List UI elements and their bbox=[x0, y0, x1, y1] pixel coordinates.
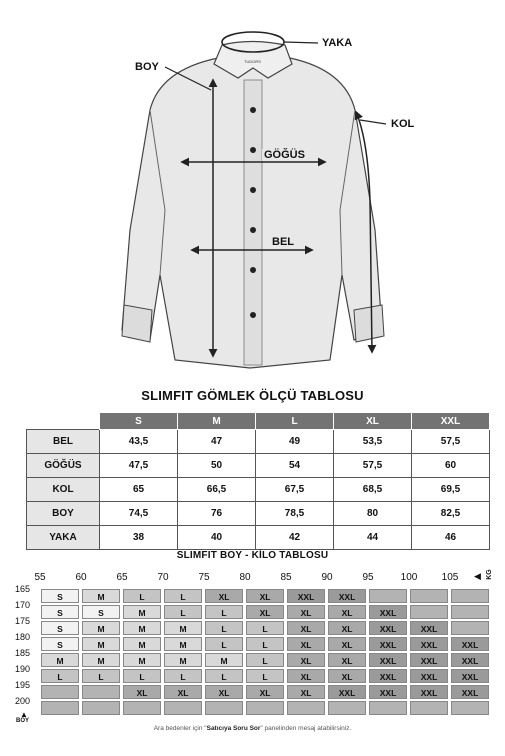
table-cell: 66,5 bbox=[178, 478, 256, 502]
footer-post: " panelinden mesaj atabilirsiniz. bbox=[260, 725, 352, 732]
kg-label: KG bbox=[485, 569, 493, 580]
table-cell: 67,5 bbox=[256, 478, 334, 502]
grid-cell: S bbox=[41, 637, 79, 651]
corner-cell bbox=[27, 413, 100, 430]
grid-cell: M bbox=[123, 621, 161, 635]
grid-cell: M bbox=[82, 589, 120, 603]
weight-label: 75 bbox=[198, 572, 210, 583]
weight-label: 105 bbox=[441, 572, 459, 583]
left-cuff bbox=[122, 305, 152, 342]
col-header-l: L bbox=[256, 413, 334, 430]
grid-cell: XL bbox=[246, 605, 284, 619]
grid-cell bbox=[246, 701, 284, 715]
size-table bbox=[26, 412, 490, 550]
grid-cell bbox=[410, 701, 448, 715]
grid-cell: XXL bbox=[410, 685, 448, 699]
col-header-xl: XL bbox=[334, 413, 412, 430]
table-cell: 42 bbox=[256, 526, 334, 550]
grid-cell: XL bbox=[205, 589, 243, 603]
grid-cell: L bbox=[164, 669, 202, 683]
table-cell: 44 bbox=[334, 526, 412, 550]
grid-cell bbox=[451, 701, 489, 715]
height-label: 200 bbox=[15, 696, 31, 706]
grid-cell: S bbox=[41, 605, 79, 619]
table-cell: 65 bbox=[100, 478, 178, 502]
weight-label: 60 bbox=[75, 572, 87, 583]
table-row bbox=[27, 454, 490, 478]
height-label: 185 bbox=[15, 648, 31, 658]
grid-cell: XXL bbox=[369, 621, 407, 635]
row-header: BEL bbox=[27, 430, 100, 454]
placket bbox=[244, 80, 262, 365]
grid-cell: XXL bbox=[328, 685, 366, 699]
table-cell: 57,5 bbox=[334, 454, 412, 478]
table-cell: 74,5 bbox=[100, 502, 178, 526]
col-header-xxl: XXL bbox=[412, 413, 490, 430]
table-cell: 50 bbox=[178, 454, 256, 478]
col-header-s: S bbox=[100, 413, 178, 430]
grid-cell: XXL bbox=[369, 637, 407, 651]
grid-cell bbox=[41, 701, 79, 715]
grid-cell: XXL bbox=[410, 653, 448, 667]
grid-cell: XL bbox=[328, 605, 366, 619]
table-cell: 60 bbox=[412, 454, 490, 478]
grid-cell: L bbox=[41, 669, 79, 683]
grid-cell: XXL bbox=[410, 637, 448, 651]
table-cell: 53,5 bbox=[334, 430, 412, 454]
height-label: 165 bbox=[15, 584, 31, 594]
grid-cell: L bbox=[205, 637, 243, 651]
grid-cell: L bbox=[123, 669, 161, 683]
footer-note bbox=[0, 725, 505, 732]
row-header: KOL bbox=[27, 478, 100, 502]
grid-cell bbox=[451, 589, 489, 603]
table-cell: 80 bbox=[334, 502, 412, 526]
grid-cell: XXL bbox=[451, 653, 489, 667]
weight-label: 55 bbox=[34, 572, 46, 583]
table-cell: 46 bbox=[412, 526, 490, 550]
table-cell: 82,5 bbox=[412, 502, 490, 526]
kg-arrow-icon: ◀ bbox=[474, 571, 481, 581]
weight-label: 70 bbox=[157, 572, 169, 583]
table-row bbox=[27, 430, 490, 454]
grid-cell: XL bbox=[328, 653, 366, 667]
grid-cell: L bbox=[205, 669, 243, 683]
grid-cell: XL bbox=[246, 685, 284, 699]
label-boy: BOY bbox=[135, 61, 159, 73]
table-row bbox=[27, 478, 490, 502]
grid-cell: M bbox=[123, 653, 161, 667]
height-label: 175 bbox=[15, 616, 31, 626]
grid-cell: XXL bbox=[369, 669, 407, 683]
table-cell: 47 bbox=[178, 430, 256, 454]
grid-cell: L bbox=[246, 637, 284, 651]
grid-cell: M bbox=[82, 637, 120, 651]
table-cell: 43,5 bbox=[100, 430, 178, 454]
grid-cell: M bbox=[205, 653, 243, 667]
grid-cell bbox=[205, 701, 243, 715]
grid-cell: S bbox=[41, 589, 79, 603]
footer-pre: Ara bedenler için " bbox=[153, 725, 207, 732]
grid-cell: XXL bbox=[451, 669, 489, 683]
grid-cell: L bbox=[164, 589, 202, 603]
grid-cell: L bbox=[246, 653, 284, 667]
grid-cell: XL bbox=[205, 685, 243, 699]
grid-cell: M bbox=[164, 653, 202, 667]
grid-cell bbox=[123, 701, 161, 715]
grid-cell: XL bbox=[287, 669, 325, 683]
grid-cell: XL bbox=[246, 589, 284, 603]
label-gogus: GÖĞÜS bbox=[264, 149, 305, 161]
table-cell: 54 bbox=[256, 454, 334, 478]
weight-label: 65 bbox=[116, 572, 128, 583]
grid-cell: M bbox=[123, 605, 161, 619]
grid-cell: L bbox=[164, 605, 202, 619]
grid-cell: M bbox=[82, 653, 120, 667]
grid-cell bbox=[410, 605, 448, 619]
grid-cell: XXL bbox=[369, 653, 407, 667]
weight-label: 80 bbox=[239, 572, 251, 583]
weight-label: 90 bbox=[321, 572, 333, 583]
grid-cell: XL bbox=[123, 685, 161, 699]
grid-cell: XL bbox=[287, 621, 325, 635]
grid-cell bbox=[451, 621, 489, 635]
label-kol: KOL bbox=[391, 118, 415, 130]
grid-cell: XXL bbox=[451, 685, 489, 699]
grid-cell: XL bbox=[328, 637, 366, 651]
grid-cell bbox=[451, 605, 489, 619]
grid-cell bbox=[164, 701, 202, 715]
table-cell: 38 bbox=[100, 526, 178, 550]
grid-cell: L bbox=[246, 669, 284, 683]
collar-tag: TUDORS bbox=[244, 59, 261, 64]
grid-cell: L bbox=[123, 589, 161, 603]
grid-cell: L bbox=[246, 621, 284, 635]
grid-cell: XXL bbox=[369, 685, 407, 699]
grid-cell: M bbox=[123, 637, 161, 651]
height-label: 195 bbox=[15, 680, 31, 690]
weight-label: 85 bbox=[280, 572, 292, 583]
size-table-title: SLIMFIT GÖMLEK ÖLÇÜ TABLOSU bbox=[141, 388, 364, 403]
weight-label: 95 bbox=[362, 572, 374, 583]
grid-cell: L bbox=[82, 669, 120, 683]
table-cell: 76 bbox=[178, 502, 256, 526]
height-label: 180 bbox=[15, 632, 31, 642]
grid-cell: M bbox=[41, 653, 79, 667]
grid-cell: S bbox=[41, 621, 79, 635]
grid-cell bbox=[82, 685, 120, 699]
grid-cell bbox=[82, 701, 120, 715]
height-label: 170 bbox=[15, 600, 31, 610]
grid-cell: S bbox=[82, 605, 120, 619]
grid-cell: M bbox=[82, 621, 120, 635]
table-row bbox=[27, 502, 490, 526]
grid-cell bbox=[369, 701, 407, 715]
grid-cell: XXL bbox=[287, 589, 325, 603]
grid-cell: L bbox=[205, 605, 243, 619]
table-cell: 47,5 bbox=[100, 454, 178, 478]
grid-cell: XL bbox=[328, 669, 366, 683]
size-table-header bbox=[27, 413, 490, 430]
grid-cell: XL bbox=[287, 685, 325, 699]
boy-label: BOY bbox=[16, 718, 30, 724]
grid-cell bbox=[287, 701, 325, 715]
grid-cell: M bbox=[164, 621, 202, 635]
grid-cell: XL bbox=[287, 637, 325, 651]
grid-cell: XL bbox=[287, 605, 325, 619]
height-label: 190 bbox=[15, 664, 31, 674]
table-cell: 49 bbox=[256, 430, 334, 454]
table-cell: 68,5 bbox=[334, 478, 412, 502]
footer-highlight: Satıcıya Soru Sor bbox=[206, 725, 261, 732]
grid-cell bbox=[410, 589, 448, 603]
grid-cell: M bbox=[164, 637, 202, 651]
row-header: BOY bbox=[27, 502, 100, 526]
label-bel: BEL bbox=[272, 236, 294, 248]
label-yaka: YAKA bbox=[322, 37, 353, 49]
grid-cell bbox=[328, 701, 366, 715]
table-row bbox=[27, 526, 490, 550]
grid-cell: L bbox=[205, 621, 243, 635]
right-cuff bbox=[354, 305, 384, 342]
table-cell: 69,5 bbox=[412, 478, 490, 502]
grid-cell: XL bbox=[287, 653, 325, 667]
fit-chart-title: SLIMFIT BOY - KİLO TABLOSU bbox=[176, 550, 329, 561]
table-cell: 78,5 bbox=[256, 502, 334, 526]
grid-cell: XXL bbox=[410, 621, 448, 635]
row-header: YAKA bbox=[27, 526, 100, 550]
grid-cell: XXL bbox=[410, 669, 448, 683]
col-header-m: M bbox=[178, 413, 256, 430]
grid-cell bbox=[369, 589, 407, 603]
grid-cell: XXL bbox=[328, 589, 366, 603]
weight-label: 100 bbox=[400, 572, 418, 583]
grid-cell: XXL bbox=[369, 605, 407, 619]
grid-cell: XXL bbox=[451, 637, 489, 651]
row-header: GÖĞÜS bbox=[27, 454, 100, 478]
boy-arrow-icon: ▲ bbox=[20, 710, 28, 719]
table-cell: 57,5 bbox=[412, 430, 490, 454]
table-cell: 40 bbox=[178, 526, 256, 550]
grid-cell bbox=[41, 685, 79, 699]
grid-cell: XL bbox=[328, 621, 366, 635]
grid-cell: XL bbox=[164, 685, 202, 699]
